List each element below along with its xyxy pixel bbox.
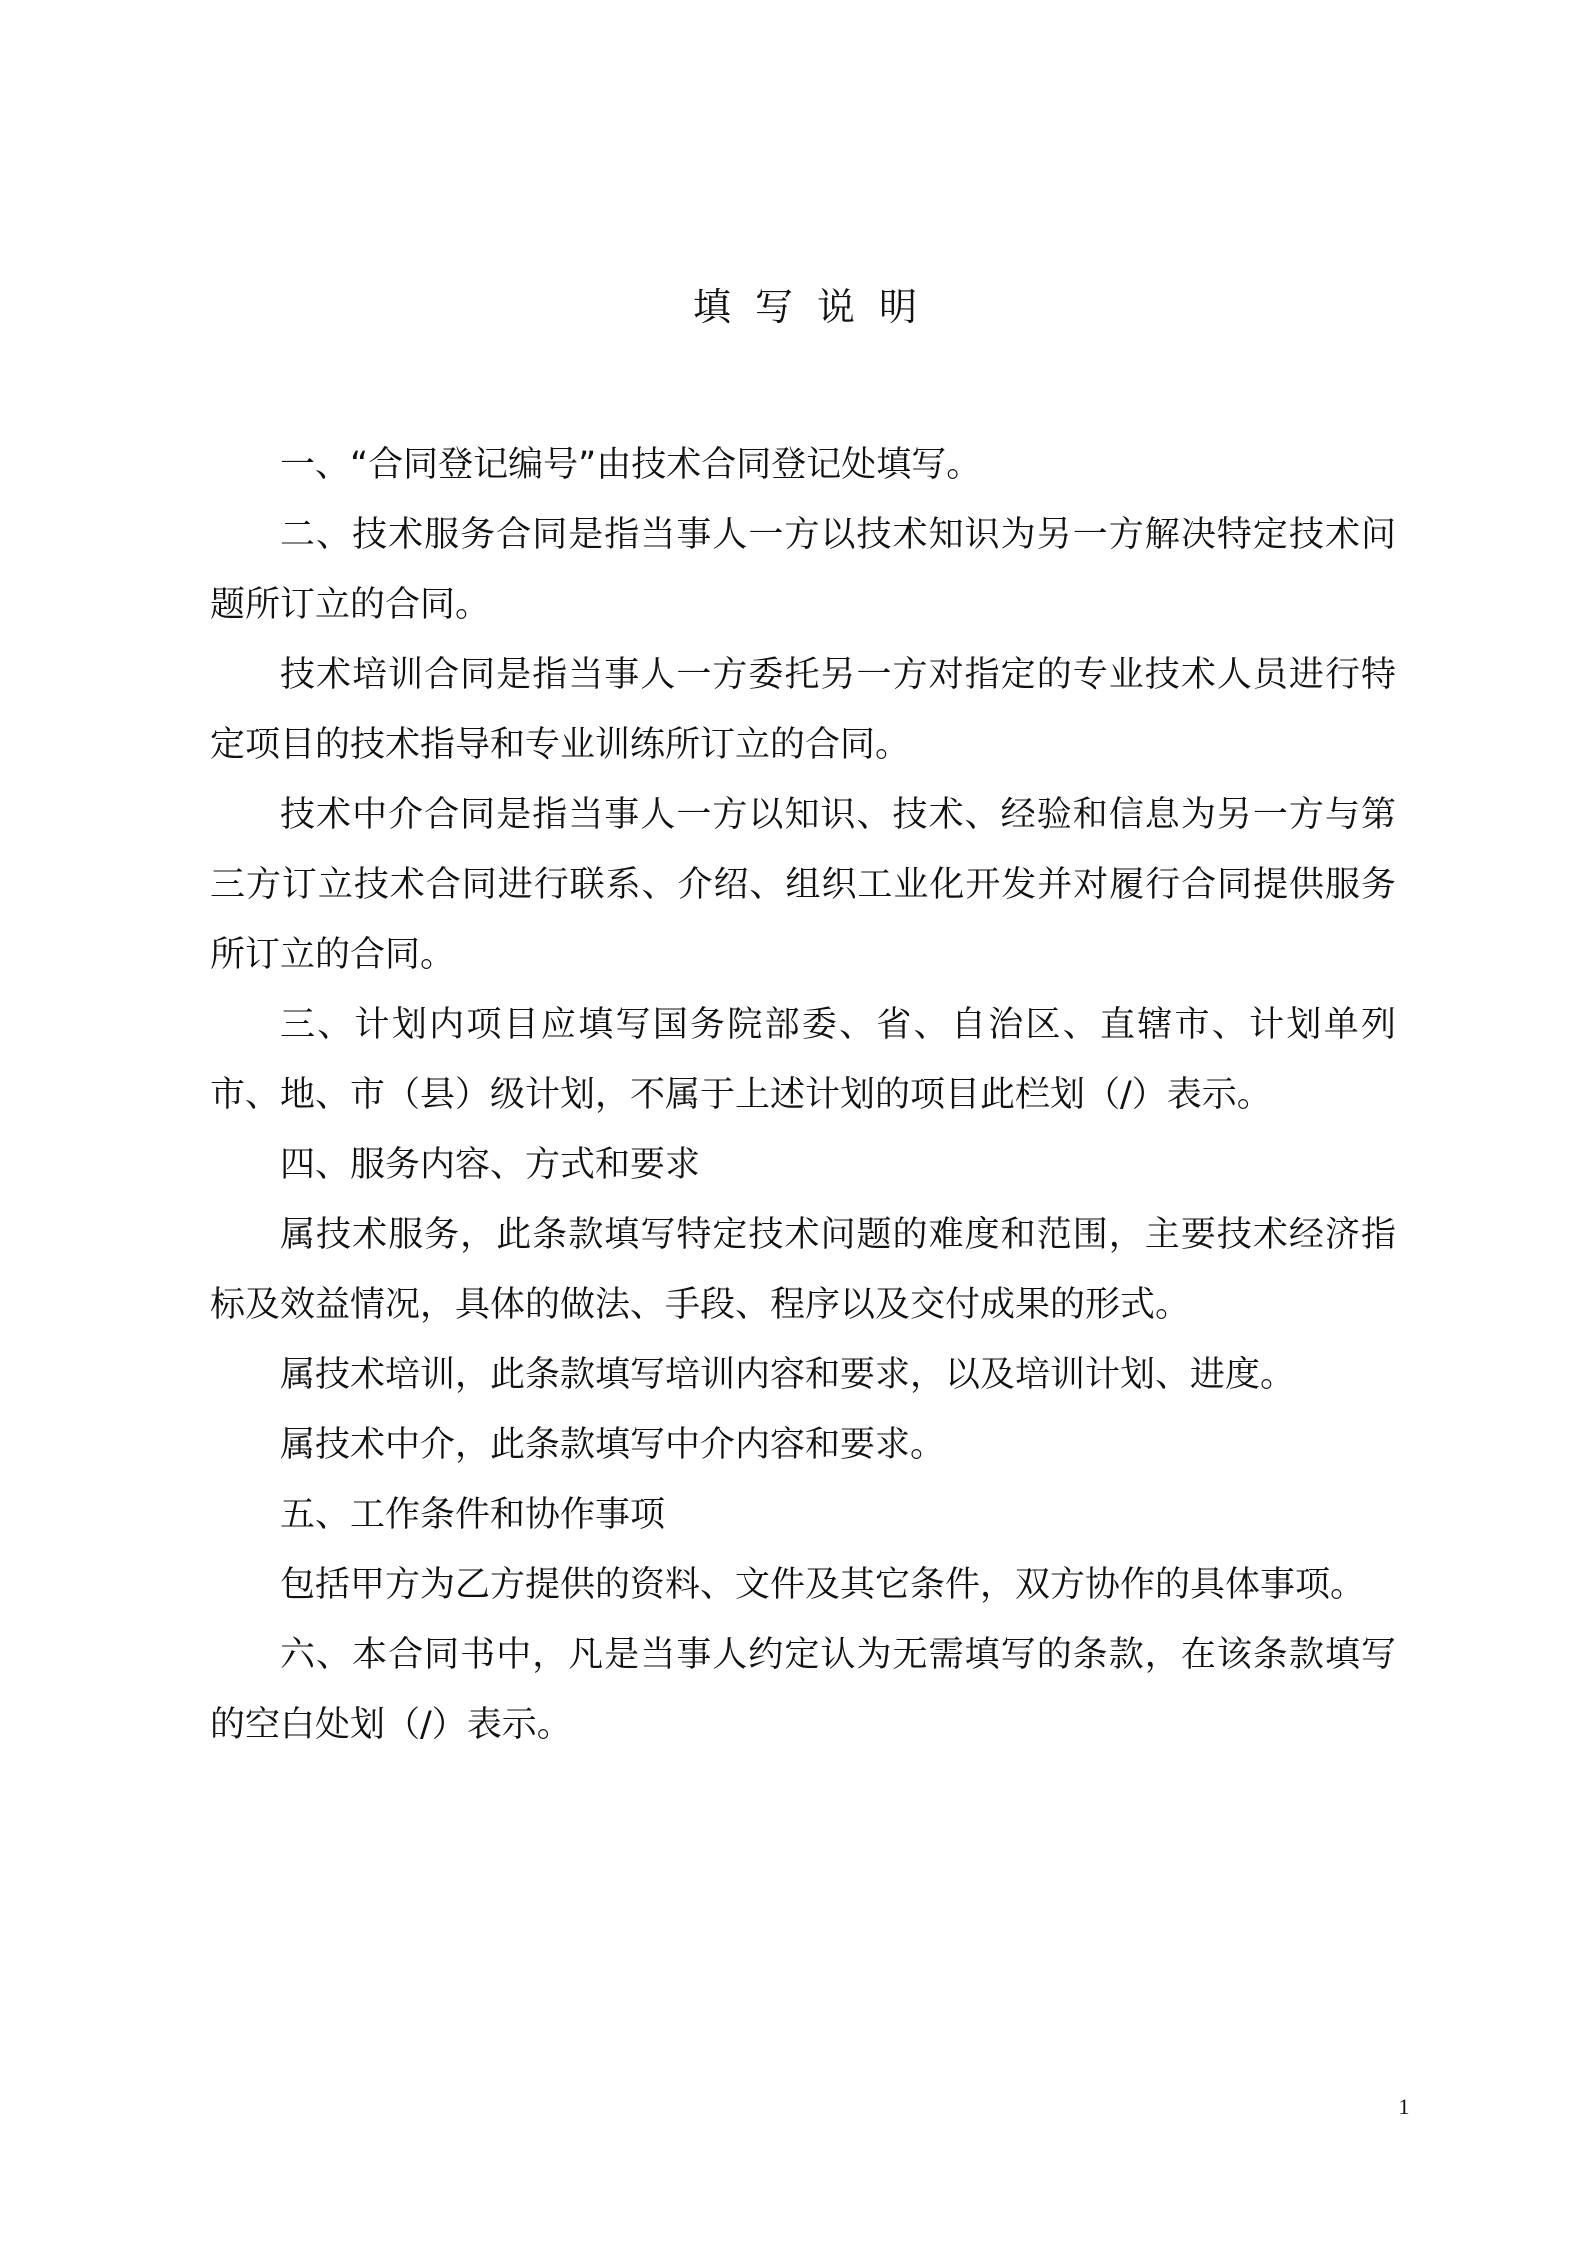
paragraph-service-clause: 属技术服务，此条款填写特定技术问题的难度和范围，主要技术经济指标及效益情况，具体的做法、手段、程序以及交付成果的形式。 (210, 1215, 1396, 1325)
paragraph-technical-intermediary-contract: 技术中介合同是指当事人一方以知识、技术、经验和信息为另一方与第三方订立技术合同进行联系、介绍、组织工业化开发并对履行合同提供服务所订立的合同。 (210, 795, 1396, 975)
paragraph-training-clause: 属技术培训，此条款填写培训内容和要求，以及培训计划、进度。 (280, 1355, 1296, 1395)
paragraph-technical-training-contract: 技术培训合同是指当事人一方委托另一方对指定的专业技术人员进行特定项目的技术指导和专业训练所订立的合同。 (210, 655, 1396, 765)
instructions-body (210, 430, 1396, 1760)
paragraph-intermediary-clause: 属技术中介，此条款填写中介内容和要求。 (280, 1425, 946, 1465)
page-title: 填写说明 (692, 285, 941, 329)
page-number: 1 (1398, 2094, 1410, 2119)
paragraph-technical-service-contract: 二、技术服务合同是指当事人一方以技术知识为另一方解决特定技术问题所订立的合同。 (210, 515, 1396, 625)
paragraph-blank-clauses: 六、本合同书中，凡是当事人约定认为无需填写的条款，在该条款填写的空白处划（/）表示。 (210, 1635, 1396, 1745)
section-heading-working-conditions: 五、工作条件和协作事项 (280, 1495, 666, 1535)
paragraph-plan-projects: 三、计划内项目应填写国务院部委、省、自治区、直辖市、计划单列市、地、市（县）级计划，不属于上述计划的项目此栏划（/）表示。 (210, 1005, 1396, 1115)
paragraph-working-conditions: 包括甲方为乙方提供的资料、文件及其它条件，双方协作的具体事项。 (280, 1565, 1366, 1605)
section-heading-service-content: 四、服务内容、方式和要求 (280, 1145, 701, 1185)
paragraph-registration-number: 一、“合同登记编号”由技术合同登记处填写。 (280, 445, 982, 485)
